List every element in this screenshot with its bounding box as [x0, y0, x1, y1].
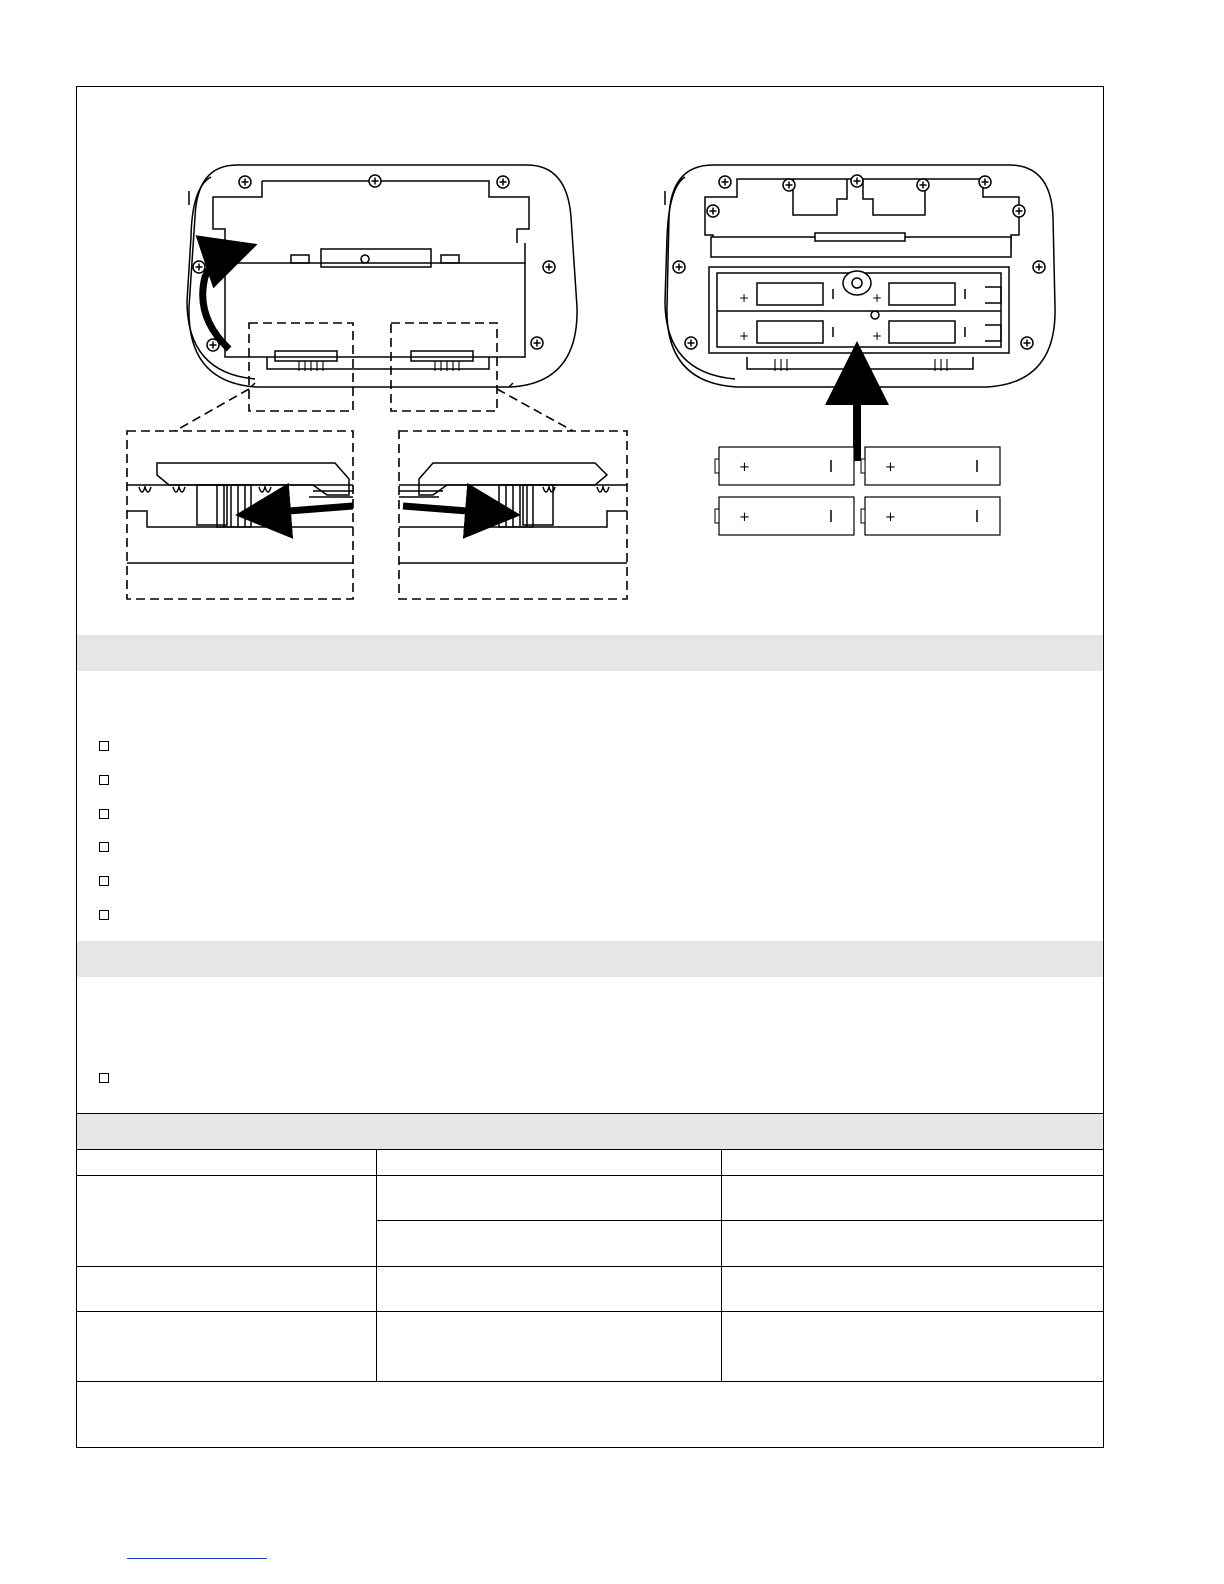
svg-text:+: + — [872, 291, 883, 305]
checkbox[interactable] — [99, 876, 109, 886]
latch-detail-left — [127, 431, 353, 599]
table-rule — [77, 1175, 1103, 1176]
checkbox[interactable] — [99, 842, 109, 852]
section-2-header-band — [77, 941, 1103, 977]
checkbox[interactable] — [99, 809, 109, 819]
left-device-drawing — [187, 165, 577, 387]
right-device-drawing — [665, 165, 1055, 387]
table-rule — [77, 1381, 1103, 1382]
table-rule — [376, 1220, 1103, 1221]
footer-link-underline[interactable] — [127, 1558, 267, 1559]
checkbox[interactable] — [99, 741, 109, 751]
section-1-header-band — [77, 635, 1103, 671]
checkbox[interactable] — [99, 910, 109, 920]
checkbox[interactable] — [99, 775, 109, 785]
installation-illustrations: + + + + + — [77, 87, 1105, 635]
checkbox[interactable] — [99, 1073, 109, 1083]
table-rule — [77, 1311, 1103, 1312]
table-rule — [77, 1149, 1103, 1150]
table-column-rule — [376, 1149, 377, 1381]
latch-detail-right — [399, 431, 627, 599]
svg-text:+: + — [872, 329, 883, 343]
table-header-band — [77, 1113, 1103, 1150]
svg-text:+: + — [739, 291, 750, 305]
svg-text:+: + — [739, 329, 750, 343]
table-rule — [77, 1266, 1103, 1267]
table-column-rule — [721, 1149, 722, 1381]
document-frame — [76, 86, 1104, 1448]
